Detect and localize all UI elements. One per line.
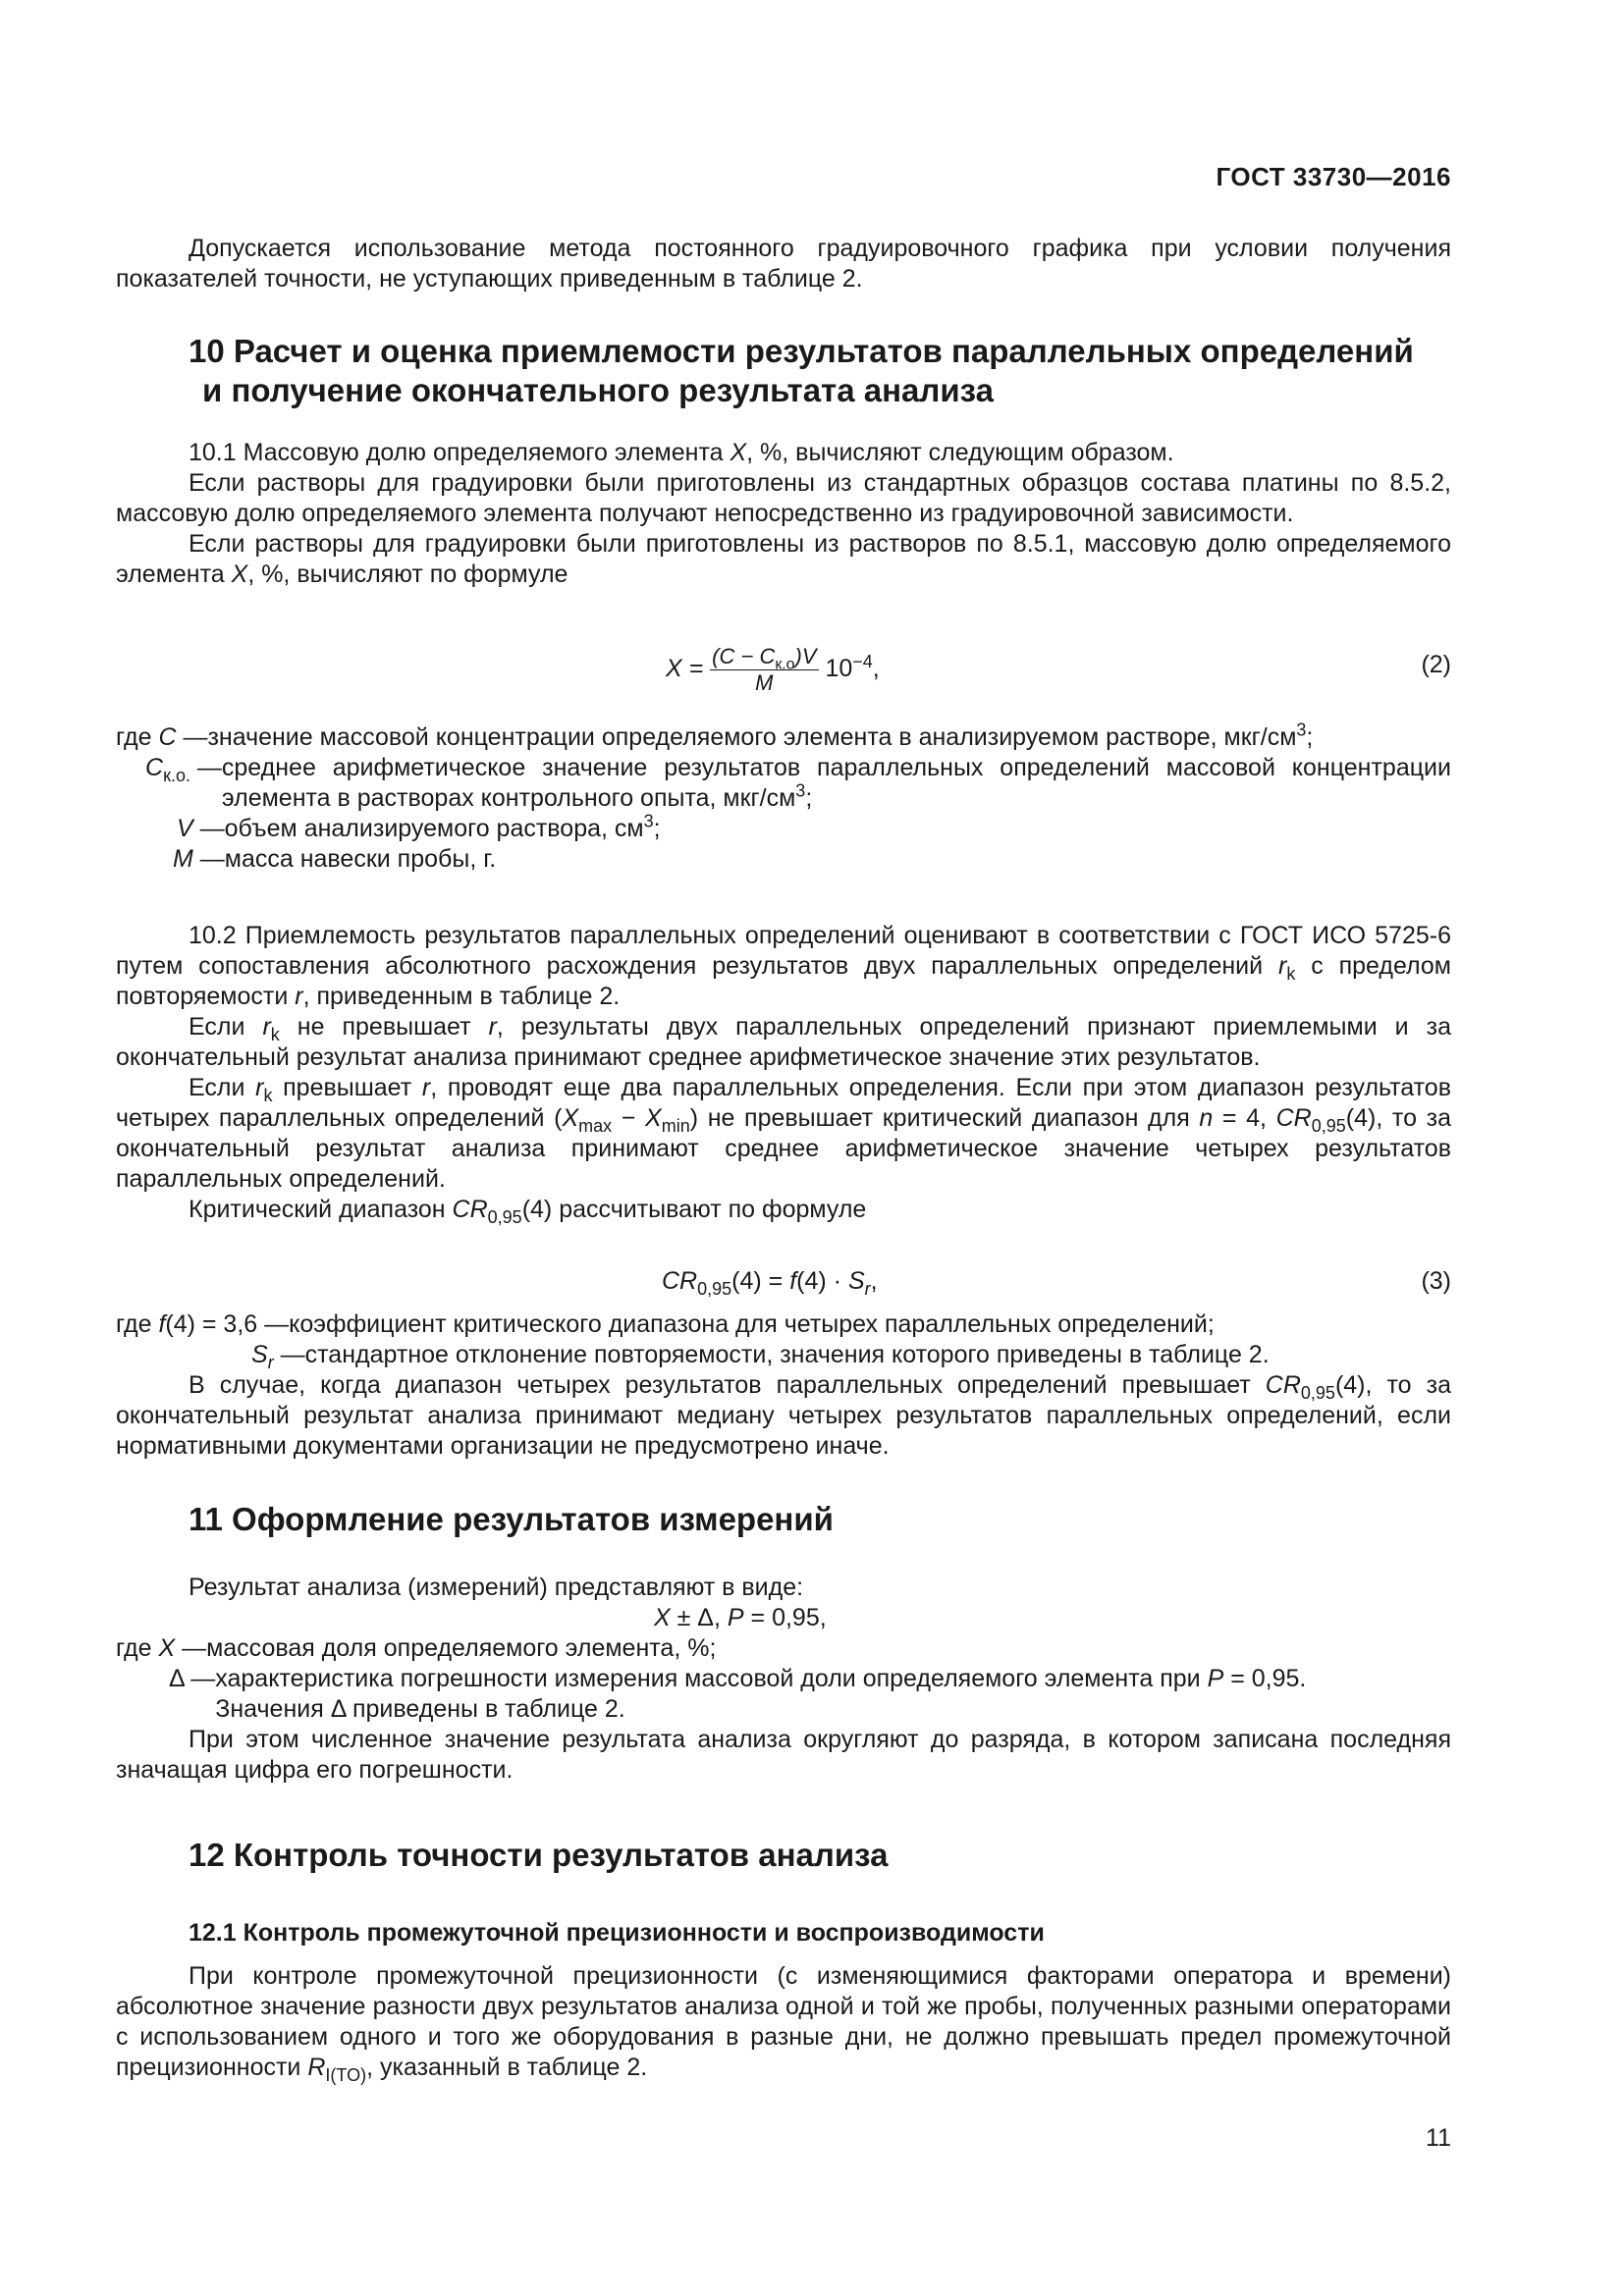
formula-2: X = $\frac{(C - C_{к.о})V}{M}$ $10^{-4}$, (2) — [666, 644, 1451, 695]
doc-header: ГОСТ 33730—2016 — [1216, 162, 1451, 191]
section-12-title: 12 Контроль точности результатов анализа — [189, 1837, 889, 1873]
section-12-body: При контроле промежуточной прецизионности (с изменяющимися факторами оператора и времени) абсолютное значение разности двух результатов анализа одной и той же пробы, полученных разными операторами с использованием одного и того же оборудования в разные дни, не должно превышать предел промежуточной прецизионности $R_{I(TO)}$, указанный в таблице 2. — [116, 1962, 1451, 2085]
def-sr: $S_r$ — стандартное отклонение повторяемости, значения которого приведены в таблице 2. — [251, 1341, 1270, 1372]
para-acceptable: Если $r_k$ не превышает r, результаты двух параллельных определений признают приемлемыми и за окончательный результат анализа принимают среднее арифметическое значение этих результатов. — [116, 1013, 1451, 1071]
para-standards: Если растворы для градуировки были приготовлены из стандартных образцов состава платины по 8.5.2, массовую долю определяемого элемента получают непосредственно из градуировочной зависимости. — [116, 469, 1451, 527]
para-critical-range: Критический диапазон $CR_{0,95}(4)$ рассчитывают по формуле — [189, 1196, 867, 1227]
def-cko: $C_{к.о.}$ — среднее арифметическое значение результатов параллельных определений массовой концентрации элемента в растворах контрольного опыта, мкг/$см^3$; — [145, 754, 1451, 812]
def-delta: Δ — характеристика погрешности измерения массовой доли определяемого элемента при P = 0,95. Значения Δ приведены в таблице 2. — [169, 1665, 1307, 1723]
def-c: где C — значение массовой концентрации определяемого элемента в анализируемом растворе, мкг/$см^3$; — [116, 720, 1314, 751]
def-v: V — объем анализируемого раствора, $см^3$; — [177, 811, 661, 842]
formula-3-definitions — [116, 1309, 1451, 1462]
section-11-body: Результат анализа (измерений) представляют в виде: X ± Δ, P = 0,95, где X — массовая доля определяемого элемента, %; Δ — характеристика погрешности измерения массовой доли определяемого элемента при P = 0,95. Значения Δ приведены в таблице 2. При этом численное значение результата анализа округляют до разряда, в котором записана последняя значащая цифра его погрешности. — [116, 1574, 1451, 1784]
para-solutions: Если растворы для градуировки были приготовлены из растворов по 8.5.1, массовую долю определяемого элемента X, %, вычисляют по формуле — [116, 530, 1451, 588]
section-10-body — [116, 438, 1451, 590]
section-10-title: 10 Расчет и оценка приемлемости результатов параллельных определений и получение окончательного результата анализа — [189, 333, 1414, 408]
page-number: 11 — [1426, 2124, 1451, 2152]
para-10-1: 10.1 Массовую долю определяемого элемента X, %, вычисляют следующим образом. — [189, 439, 1174, 466]
result-formula: X ± Δ, P = 0,95, — [654, 1604, 827, 1631]
def-f: где f(4) = 3,6 — коэффициент критического диапазона для четырех параллельных определений; — [116, 1310, 1215, 1338]
formula-2-definitions — [116, 722, 1451, 875]
section-10-2-body — [116, 921, 1451, 1225]
formula-3-number: (3) — [1421, 1267, 1451, 1295]
intro-paragraph: Допускается использование метода постоянного градуировочного графика при условии получения показателей точности, не уступающих приведенным в таблице 2. — [116, 235, 1451, 293]
formula-3: $CR_{0,95}(4) = f(4) \cdot S_r$, (3) — [662, 1267, 1451, 1299]
fraction: $\frac{(C - C_{к.о})V}{M}$ — [712, 644, 817, 695]
def-x: где X — массовая доля определяемого элемента, %; — [116, 1634, 717, 1662]
para-exceeds: Если $r_k$ превышает r, проводят еще два параллельных определения. Если при этом диапазон результатов четырех параллельных определений $(X_{max} - X_{min})$ не превышает критический диапазон для n = 4, $CR_{0,95}(4)$, то за окончательный результат анализа принимают среднее арифметическое значение четырех результатов параллельных определений. — [116, 1074, 1451, 1193]
para-10-2: 10.2 Приемлемость результатов параллельных определений оценивают в соответствии с ГОСТ ИСО 5725-6 путем сопоставления абсолютного расхождения результатов двух параллельных определений $r_k$ с пределом повторяемости r, приведенным в таблице 2. — [116, 922, 1451, 1010]
para-median: В случае, когда диапазон четырех результатов параллельных определений превышает $CR_{0,95}(4)$, то за окончательный результат анализа принимают медиану четырех результатов параллельных определений, если нормативными документами организации не предусмотрено иначе. — [116, 1371, 1451, 1460]
def-m: M — масса навески пробы, г. — [173, 845, 497, 873]
section-11-title: 11 Оформление результатов измерений — [189, 1501, 834, 1537]
subsection-12-1-title: 12.1 Контроль промежуточной прецизионности и воспроизводимости — [189, 1919, 1045, 1947]
document-page — [116, 0, 1451, 2296]
formula-2-number: (2) — [1421, 651, 1451, 678]
